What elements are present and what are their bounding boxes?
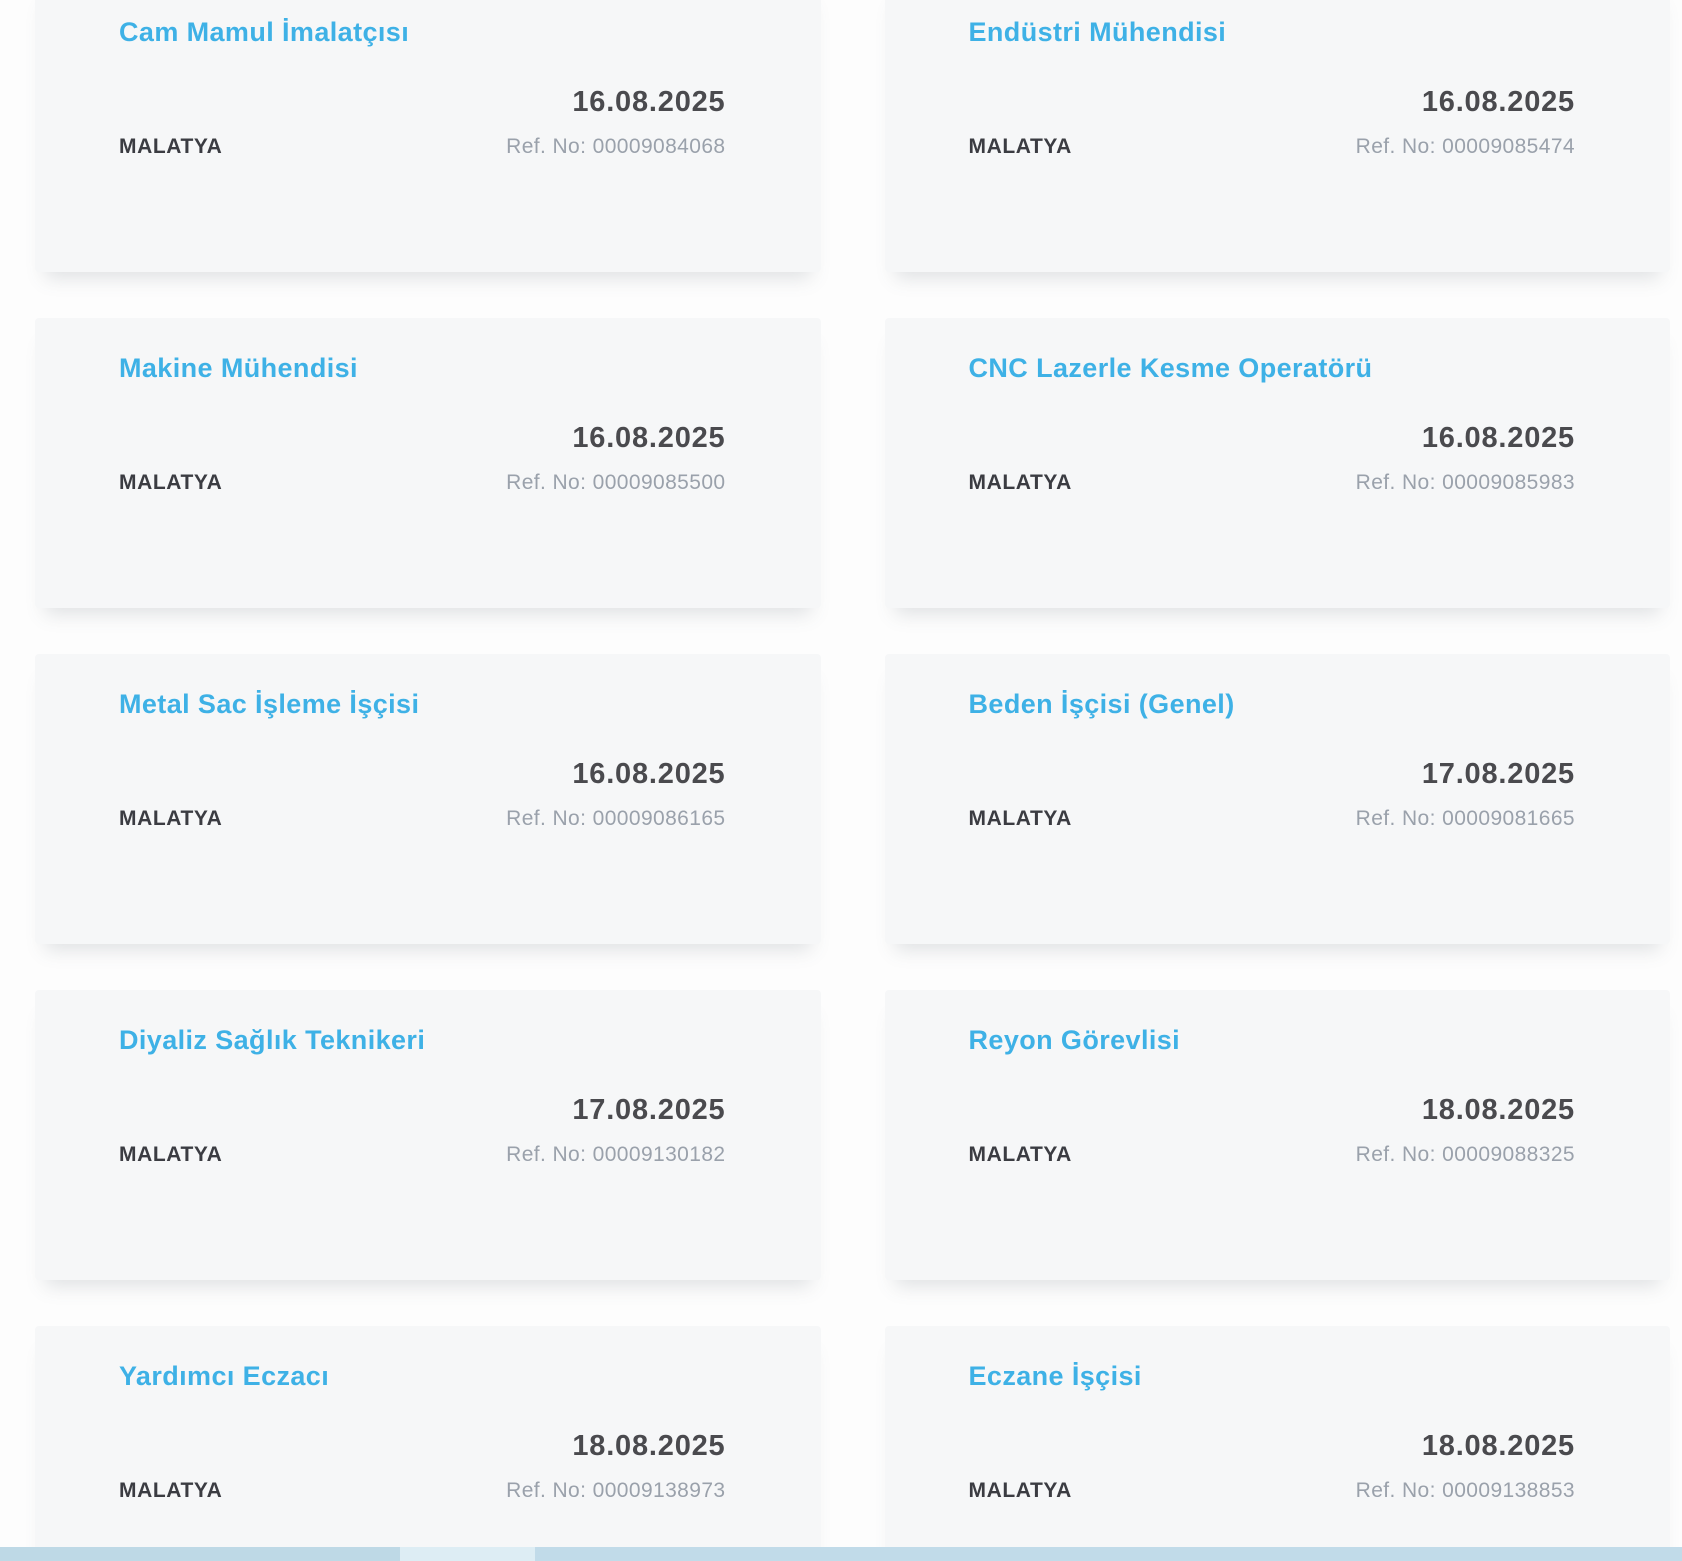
job-ref-no — [1356, 1143, 1575, 1167]
job-location: MALATYA — [968, 1478, 1072, 1502]
job-ref-no — [506, 1143, 725, 1167]
job-card[interactable] — [35, 318, 821, 608]
job-ref-prefix: Ref. No: — [1355, 134, 1436, 158]
job-meta — [119, 1430, 726, 1503]
job-card[interactable] — [35, 990, 821, 1280]
job-ref-number: 00009085983 — [1442, 470, 1575, 494]
job-meta-row — [969, 1479, 1576, 1503]
job-card[interactable] — [885, 1326, 1671, 1561]
job-title-link[interactable]: CNC Lazerle Kesme Operatörü — [968, 353, 1373, 383]
job-card[interactable] — [35, 1326, 821, 1561]
job-ref-no — [1356, 1479, 1575, 1503]
job-ref-prefix: Ref. No: — [1355, 1478, 1436, 1502]
job-meta-row — [119, 1143, 726, 1167]
job-meta-row — [119, 135, 726, 159]
job-location: MALATYA — [119, 1142, 223, 1166]
job-location: MALATYA — [968, 134, 1072, 158]
job-publish-date: 16.08.2025 — [1421, 421, 1575, 454]
job-location: MALATYA — [968, 806, 1072, 830]
job-meta-row — [969, 807, 1576, 831]
job-ref-no — [1356, 471, 1575, 495]
job-ref-number: 00009138973 — [592, 1478, 726, 1502]
job-ref-prefix: Ref. No: — [1355, 470, 1436, 494]
job-card[interactable] — [35, 0, 821, 272]
job-title-link[interactable]: Eczane İşçisi — [968, 1361, 1142, 1391]
job-ref-number: 00009081665 — [1442, 806, 1575, 830]
job-publish-date: 17.08.2025 — [1421, 757, 1575, 790]
job-publish-date: 16.08.2025 — [572, 85, 726, 118]
job-ref-no — [506, 807, 725, 831]
job-card[interactable] — [885, 318, 1671, 608]
job-ref-no — [506, 135, 725, 159]
job-publish-date: 16.08.2025 — [1421, 85, 1575, 118]
job-location: MALATYA — [968, 470, 1072, 494]
job-ref-prefix: Ref. No: — [506, 134, 587, 158]
job-publish-date: 18.08.2025 — [1421, 1429, 1575, 1462]
job-location: MALATYA — [119, 470, 223, 494]
job-ref-number: 00009086165 — [592, 806, 726, 830]
job-title-link[interactable]: Endüstri Mühendisi — [968, 17, 1227, 47]
job-ref-prefix: Ref. No: — [506, 1478, 587, 1502]
job-card[interactable] — [885, 654, 1671, 944]
footer-strip-segment — [400, 1547, 535, 1561]
job-meta — [969, 422, 1576, 495]
job-ref-prefix: Ref. No: — [506, 470, 587, 494]
job-meta — [119, 86, 726, 159]
job-meta-row — [969, 1143, 1576, 1167]
job-publish-date: 17.08.2025 — [572, 1093, 726, 1126]
job-meta-row — [119, 1479, 726, 1503]
job-meta-row — [969, 135, 1576, 159]
job-ref-prefix: Ref. No: — [506, 806, 587, 830]
job-publish-date: 18.08.2025 — [572, 1429, 726, 1462]
job-location: MALATYA — [119, 806, 223, 830]
job-title-link[interactable]: Makine Mühendisi — [119, 353, 358, 383]
job-ref-number: 00009088325 — [1442, 1142, 1575, 1166]
job-meta — [119, 422, 726, 495]
job-location: MALATYA — [119, 1478, 223, 1502]
job-meta — [119, 758, 726, 831]
footer-strip-segment — [535, 1547, 1682, 1561]
job-meta — [969, 1430, 1576, 1503]
job-ref-number: 00009085500 — [592, 470, 726, 494]
job-ref-no — [506, 471, 725, 495]
job-ref-prefix: Ref. No: — [1355, 1142, 1436, 1166]
job-meta-row — [119, 471, 726, 495]
job-meta — [119, 1094, 726, 1167]
job-location: MALATYA — [968, 1142, 1072, 1166]
job-card[interactable] — [885, 0, 1671, 272]
job-ref-no — [1356, 135, 1575, 159]
footer-strip — [0, 1547, 1682, 1561]
job-ref-no — [1356, 807, 1575, 831]
job-ref-number: 00009084068 — [592, 134, 726, 158]
job-publish-date: 18.08.2025 — [1421, 1093, 1575, 1126]
job-title-link[interactable]: Reyon Görevlisi — [968, 1025, 1181, 1055]
job-ref-prefix: Ref. No: — [1355, 806, 1436, 830]
job-publish-date: 16.08.2025 — [572, 421, 726, 454]
job-title-link[interactable]: Cam Mamul İmalatçısı — [119, 17, 410, 47]
job-title-link[interactable]: Beden İşçisi (Genel) — [968, 689, 1235, 719]
job-meta — [969, 1094, 1576, 1167]
job-meta-row — [969, 471, 1576, 495]
job-meta — [969, 86, 1576, 159]
job-title-link[interactable]: Diyaliz Sağlık Teknikeri — [119, 1025, 426, 1055]
job-ref-number: 00009130182 — [592, 1142, 726, 1166]
job-title-link[interactable]: Metal Sac İşleme İşçisi — [119, 689, 420, 719]
job-card[interactable] — [885, 990, 1671, 1280]
job-publish-date: 16.08.2025 — [572, 757, 726, 790]
job-card[interactable] — [35, 654, 821, 944]
job-meta — [969, 758, 1576, 831]
footer-strip-segment — [0, 1547, 400, 1561]
job-location: MALATYA — [119, 134, 223, 158]
job-ref-number: 00009138853 — [1442, 1478, 1575, 1502]
job-ref-prefix: Ref. No: — [506, 1142, 587, 1166]
job-title-link[interactable]: Yardımcı Eczacı — [119, 1361, 330, 1391]
job-ref-number: 00009085474 — [1442, 134, 1575, 158]
job-ref-no — [506, 1479, 725, 1503]
job-meta-row — [119, 807, 726, 831]
